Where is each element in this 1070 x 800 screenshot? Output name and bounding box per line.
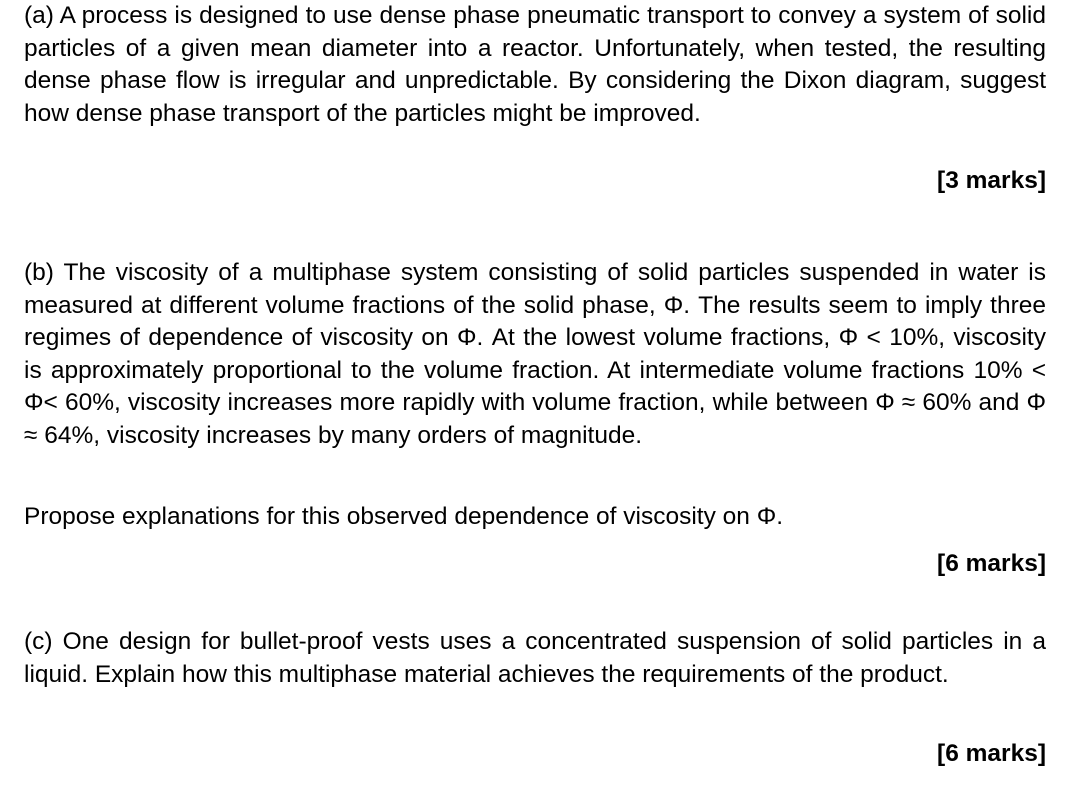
question-a-marks: [3 marks]: [937, 167, 1046, 194]
question-c-marks: [6 marks]: [937, 740, 1046, 767]
question-a-text: (a) A process is designed to use dense phase pneumatic transport to convey a system of solid particles of a given mean diameter into a reactor. Unfortunately, when tested, the resulting dense phase flow is irregular and unpredictable. By considering the Dixon diagram, suggest how dense phase transport of the particles might be improved.: [24, 2, 1046, 127]
question-c-text: (c) One design for bullet-proof vests uses a concentrated suspension of solid particles in a liquid. Explain how this multiphase material achieves the requirements of the product.: [24, 628, 1046, 688]
question-b-text: (b) The viscosity of a multiphase system consisting of solid particles suspended in water is measured at different volume fractions of the solid phase, Φ. The results seem to imply three regimes of dependence of viscosity on Φ. At the lowest volume fractions, Φ < 10%, viscosity is approximately proportional to the volume fraction. At intermediate volume fractions 10% < Φ< 60%, viscosity increases more rapidly with volume fraction, while between Φ ≈ 60% and Φ ≈ 64%, viscosity increases by many orders of magnitude.: [24, 259, 1046, 449]
question-b-marks: [6 marks]: [937, 550, 1046, 577]
question-b-prompt: Propose explanations for this observed dependence of viscosity on Φ.: [24, 503, 784, 530]
